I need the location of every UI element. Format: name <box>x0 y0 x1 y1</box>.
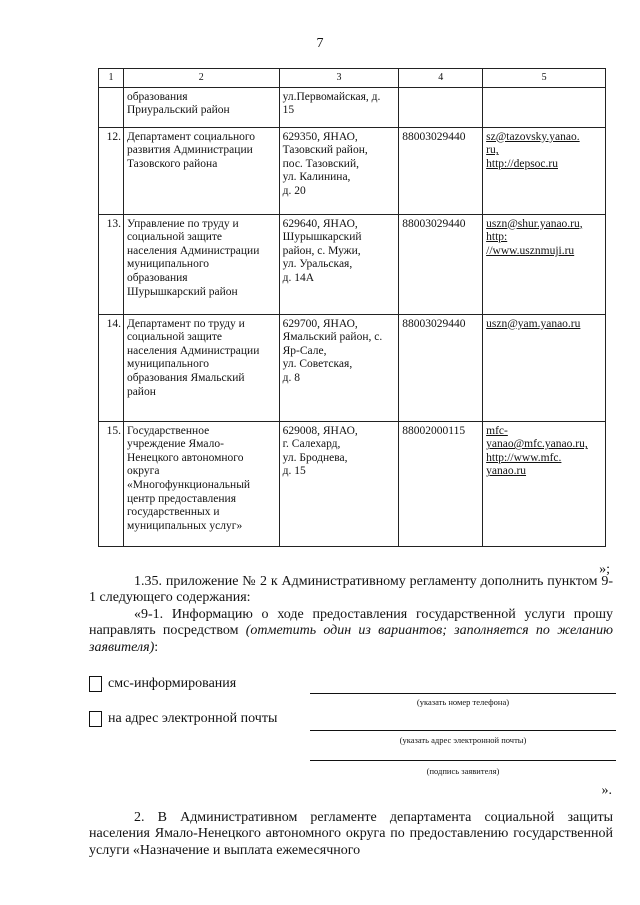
table-cell-address: 629640, ЯНАО, Шурышкарский район, с. Мужи, ул. Уральская, д. 14А <box>279 214 399 314</box>
option-email-row <box>89 711 277 727</box>
contacts-table <box>98 68 606 547</box>
table-cell-num: 15. <box>99 421 124 546</box>
table-header-cell: 4 <box>399 69 483 88</box>
table-cell-contacts: uszn@shur.yanao.ru, http: //www.usznmuji.ru <box>483 214 606 314</box>
table-cell-phone: 88002000115 <box>399 421 483 546</box>
email-line <box>310 730 616 731</box>
table-header-cell: 1 <box>99 69 124 88</box>
table-cell-num: 13. <box>99 214 124 314</box>
table-cell-phone <box>399 87 483 127</box>
table-cell-phone: 88003029440 <box>399 127 483 214</box>
paragraph-1-35: 1.35. приложение № 2 к Административному регламенту дополнить пунктом 9-1 следующего содержания: <box>89 574 613 606</box>
table-row <box>99 87 606 127</box>
table-cell-num: 12. <box>99 127 124 214</box>
table-cell-name: Департамент социального развития Администрации Тазовского района <box>123 127 279 214</box>
table-row <box>99 314 606 421</box>
table-row <box>99 214 606 314</box>
phone-line <box>310 693 616 694</box>
table-cell-contacts: uszn@yam.yanao.ru <box>483 314 606 421</box>
paragraph-9-1 <box>89 607 613 656</box>
table-cell-name: Департамент по труду и социальной защите населения Администрации муниципального образования Ямальский район <box>123 314 279 421</box>
table-cell-address: 629350, ЯНАО, Тазовский район, пос. Тазовский, ул. Калинина, д. 20 <box>279 127 399 214</box>
table-header-cell: 5 <box>483 69 606 88</box>
closing-mark: ». <box>601 783 612 798</box>
caption-email: (указать адрес электронной почты) <box>399 735 527 745</box>
sms-checkbox[interactable] <box>89 676 102 692</box>
table-cell-contacts <box>483 87 606 127</box>
option-email-label: на адрес электронной почты <box>108 711 278 726</box>
option-sms-row <box>89 676 236 692</box>
option-sms-label: смс-информирования <box>108 676 237 691</box>
table-cell-name: Управление по труду и социальной защите населения Администрации муниципального образования Шурышкарский район <box>123 214 279 314</box>
table-header-cell: 2 <box>123 69 279 88</box>
caption-signature: (подпись заявителя) <box>426 766 500 776</box>
table-cell-phone: 88003029440 <box>399 214 483 314</box>
table-cell-phone: 88003029440 <box>399 314 483 421</box>
paragraph-9-1-text: «9-1. Информацию о ходе предоставления государственной услуги прошу направлять посредством <box>89 607 613 639</box>
table-cell-address: ул.Первомайская, д. 15 <box>279 87 399 127</box>
table-cell-name: Государственное учреждение Ямало- Ненецкого автономного округа «Многофункциональный центр предоставления государственных и муниципальных услуг» <box>123 421 279 546</box>
table-row <box>99 421 606 546</box>
table-cell-num: 14. <box>99 314 124 421</box>
table-cell-address: 629008, ЯНАО, г. Салехард, ул. Броднева, д. 15 <box>279 421 399 546</box>
table-header-row <box>99 69 606 88</box>
paragraph-2: 2. В Административном регламенте департамента социальной защиты населения Ямало-Ненецкого автономного округа по предоставлению государственной услуги «Назначение и выплата ежемесячного <box>89 810 613 858</box>
table-header-cell: 3 <box>279 69 399 88</box>
paragraph-9-1-end: : <box>154 639 159 655</box>
paragraph-9-1-italic: (отметить один из вариантов; заполняется по желанию заявителя) <box>89 623 613 655</box>
signature-line <box>310 760 616 761</box>
email-checkbox[interactable] <box>89 711 102 727</box>
table-end-mark: »; <box>599 562 610 577</box>
table-cell-name: образования Приуральский район <box>123 87 279 127</box>
table-row <box>99 127 606 214</box>
page-number: 7 <box>316 36 324 51</box>
table-cell-contacts: mfc- yanao@mfc.yanao.ru, http://www.mfc. yanao.ru <box>483 421 606 546</box>
caption-phone: (указать номер телефона) <box>416 697 510 707</box>
table-cell-num <box>99 87 124 127</box>
table-cell-address: 629700, ЯНАО, Ямальский район, с. Яр-Сале, ул. Советская, д. 8 <box>279 314 399 421</box>
table-cell-contacts: sz@tazovsky.yanao. ru, http://depsoc.ru <box>483 127 606 214</box>
